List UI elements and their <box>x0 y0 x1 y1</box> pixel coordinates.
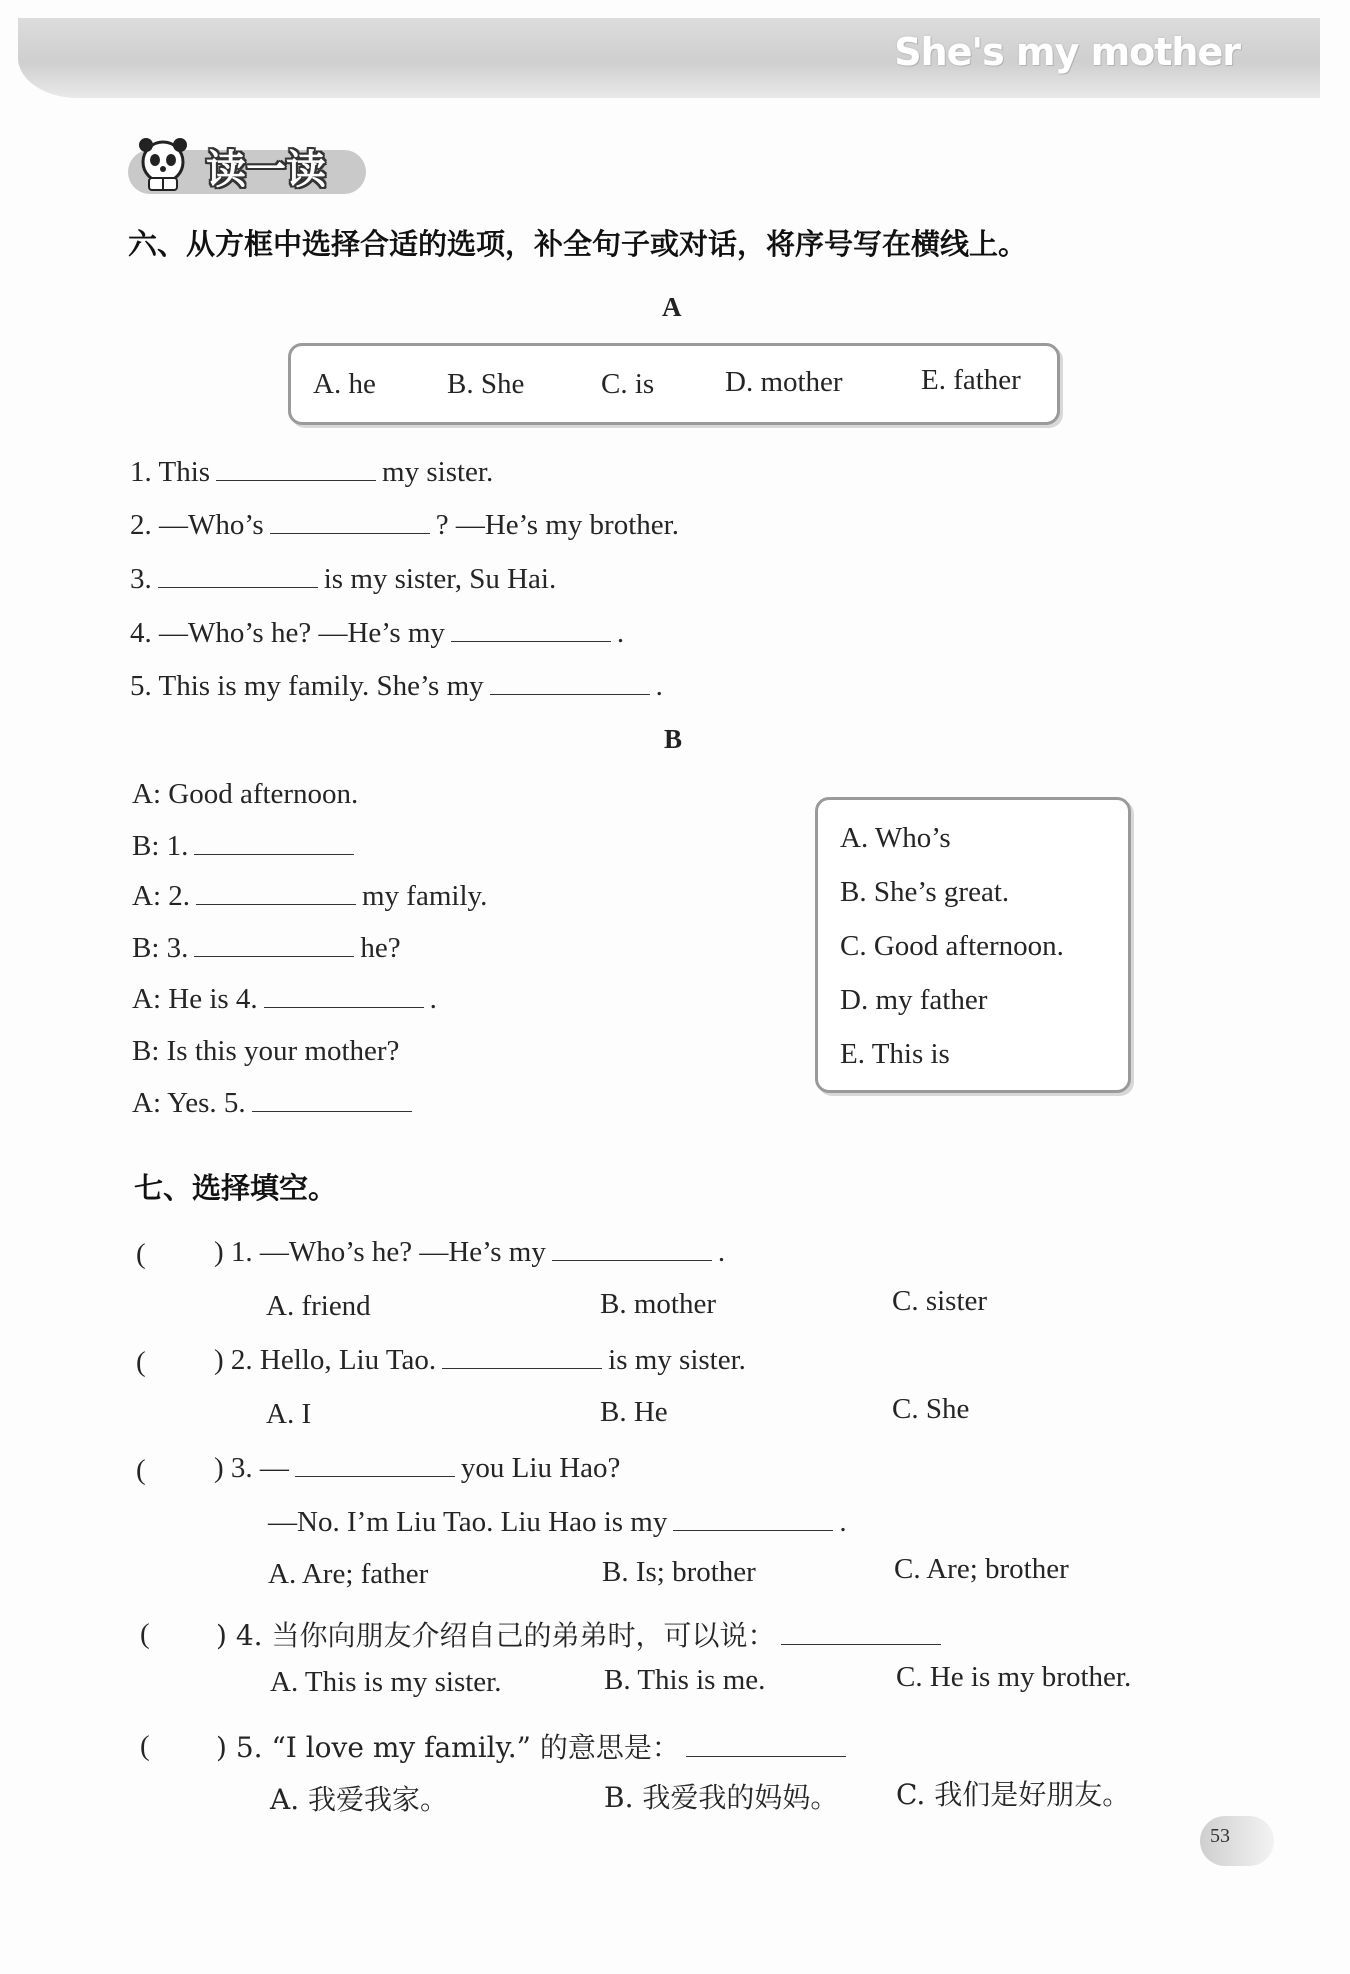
dialog-line: A: Good afternoon. <box>132 778 359 810</box>
answer-blank[interactable] <box>673 1508 833 1531</box>
q7-option: B. mother <box>600 1288 716 1320</box>
q7-option: A. friend <box>266 1290 371 1322</box>
dialog-line: B: Is this your mother? <box>132 1035 400 1067</box>
part-b-option: A. Who’s <box>840 822 951 854</box>
answer-blank[interactable] <box>196 882 356 905</box>
answer-blank[interactable] <box>781 1622 941 1645</box>
part-a-item: 3. is my sister, Su Hai. <box>130 563 557 595</box>
dialog-line: B: 3. he? <box>132 932 401 964</box>
answer-paren-open: ( <box>140 1730 150 1762</box>
q7-question-line2: —No. I’m Liu Tao. Liu Hao is my . <box>268 1506 847 1538</box>
q7-option: C. sister <box>892 1285 988 1317</box>
answer-blank[interactable] <box>270 511 430 534</box>
q7-option: C. 我们是好朋友。 <box>896 1778 1131 1811</box>
part-b-option: E. This is <box>840 1038 950 1070</box>
answer-blank[interactable] <box>216 458 376 481</box>
q7-option: C. She <box>892 1393 970 1425</box>
section-label: 读一读 <box>206 147 326 193</box>
part-a-option: C. is <box>601 368 655 400</box>
q7-option: B. He <box>600 1396 668 1428</box>
q7-option: A. I <box>266 1398 312 1430</box>
answer-blank[interactable] <box>194 832 354 855</box>
q7-question: ) 1. —Who’s he? —He’s my . <box>214 1236 726 1268</box>
part-a-item: 4. —Who’s he? —He’s my . <box>130 617 625 649</box>
part-b-option: D. my father <box>840 984 988 1016</box>
dialog-line: A: Yes. 5. <box>132 1087 418 1120</box>
answer-blank[interactable] <box>552 1238 712 1261</box>
answer-blank[interactable] <box>451 619 611 642</box>
panda-icon <box>132 132 194 194</box>
answer-blank[interactable] <box>295 1454 455 1477</box>
q7-option: B. This is me. <box>604 1664 766 1696</box>
part-a-item: 1. This my sister. <box>130 456 494 488</box>
answer-paren-open: ( <box>140 1618 150 1650</box>
part-a-option: B. She <box>447 368 525 400</box>
q7-option: B. 我爱我的妈妈。 <box>604 1781 839 1814</box>
unit-title: She's my mother <box>894 30 1240 74</box>
part-b-option-box <box>815 797 1131 1093</box>
q7-option: C. He is my brother. <box>896 1661 1132 1693</box>
part-a-option: E. father <box>921 364 1021 396</box>
part-a-option-box <box>288 343 1060 425</box>
q7-question: ) 3. — you Liu Hao? <box>214 1452 621 1484</box>
answer-blank[interactable] <box>686 1734 846 1757</box>
part-a-item: 5. This is my family. She’s my . <box>130 670 663 702</box>
page-number: 53 <box>1210 1825 1230 1847</box>
answer-paren-open: ( <box>136 1346 146 1378</box>
part-b-label: B <box>664 724 683 754</box>
answer-paren-open: ( <box>136 1238 146 1270</box>
answer-blank[interactable] <box>252 1089 412 1112</box>
q6-heading: 六、从方框中选择合适的选项，补全句子或对话，将序号写在横线上。 <box>128 227 1028 261</box>
answer-blank[interactable] <box>264 985 424 1008</box>
part-a-option: D. mother <box>725 366 843 398</box>
part-b-option: C. Good afternoon. <box>840 930 1064 962</box>
q7-option: A. Are; father <box>268 1558 429 1590</box>
dialog-line: A: He is 4. . <box>132 983 437 1015</box>
q7-question: ) 5. “I love my family.” 的意思是： <box>216 1726 852 1766</box>
part-a-option: A. he <box>313 368 376 400</box>
answer-blank[interactable] <box>194 934 354 957</box>
part-a-label: A <box>662 292 682 322</box>
answer-blank[interactable] <box>158 565 318 588</box>
q7-question: ) 4. 当你向朋友介绍自己的弟弟时，可以说： <box>216 1614 947 1654</box>
q7-heading: 七、选择填空。 <box>134 1171 338 1205</box>
part-a-item: 2. —Who’s ? —He’s my brother. <box>130 509 679 541</box>
answer-paren-open: ( <box>136 1454 146 1486</box>
dialog-line: A: 2. my family. <box>132 880 488 912</box>
q7-option: A. 我爱我家。 <box>270 1783 449 1816</box>
q7-option: B. Is; brother <box>602 1556 756 1588</box>
part-b-option: B. She’s great. <box>840 876 1010 908</box>
answer-blank[interactable] <box>490 672 650 695</box>
q7-question: ) 2. Hello, Liu Tao. is my sister. <box>214 1344 746 1376</box>
q7-option: A. This is my sister. <box>270 1666 502 1698</box>
dialog-line: B: 1. <box>132 830 360 863</box>
answer-blank[interactable] <box>442 1346 602 1369</box>
q7-option: C. Are; brother <box>894 1553 1069 1585</box>
